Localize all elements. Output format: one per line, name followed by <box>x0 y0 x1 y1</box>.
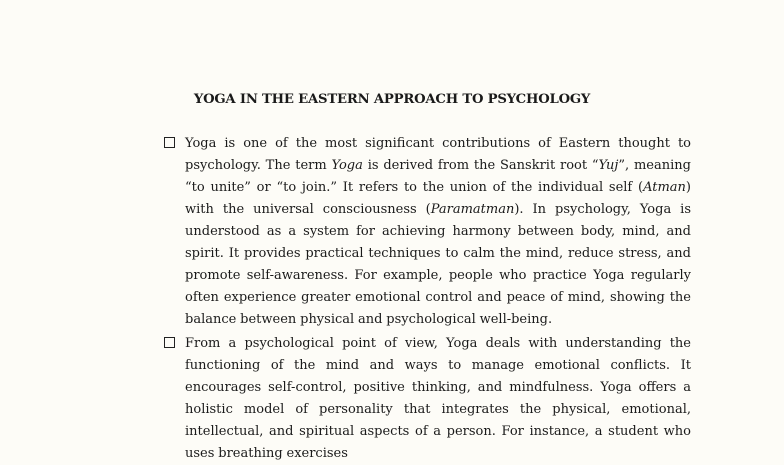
checkbox-bullet-icon <box>164 337 175 348</box>
term-yuj: Yuj <box>598 158 619 173</box>
paragraph-1-text-d: ) with the universal consciousness ( <box>185 180 691 217</box>
paragraph-2 <box>185 333 691 465</box>
term-paramatman: Paramatman <box>430 202 515 217</box>
page-title <box>0 92 784 107</box>
paragraph-1-text-c: ”, meaning “to unite” or “to join.” It refers to the union of the individual self ( <box>185 158 691 195</box>
term-yoga: Yoga <box>331 158 363 173</box>
paragraph-2-text: From a psychological point of view, Yoga deals with understanding the functioning of the mind and ways to manage emotional conflicts. It encourages self-control, positive thinking, and mindfulness. Yoga offers a holistic model of personality that integrates the physical, emotional, intellectual, and spiritual aspects of a person. For instance, a student who uses breathing exercises <box>185 336 691 461</box>
paragraph-1-text-b: is derived from the Sanskrit root “ <box>362 158 599 173</box>
page-title-text: YOGA IN THE EASTERN APPROACH TO PSYCHOLOGY <box>193 92 591 107</box>
paragraph-1-text-e: ). In psychology, Yoga is understood as a system for achieving harmony between body, mind, and spirit. It provides practical techniques to calm the mind, reduce stress, and promote self-awareness. For example, people who practice Yoga regularly often experience greater emotional control and peace of mind, showing the balance between physical and psychological well-being. <box>185 202 691 327</box>
paragraph-1-text-a: Yoga is one of the most significant contributions of Eastern thought to psychology. The term <box>185 136 691 173</box>
paragraph-1 <box>185 133 691 331</box>
term-atman: Atman <box>643 180 686 195</box>
checkbox-bullet-icon <box>164 137 175 148</box>
